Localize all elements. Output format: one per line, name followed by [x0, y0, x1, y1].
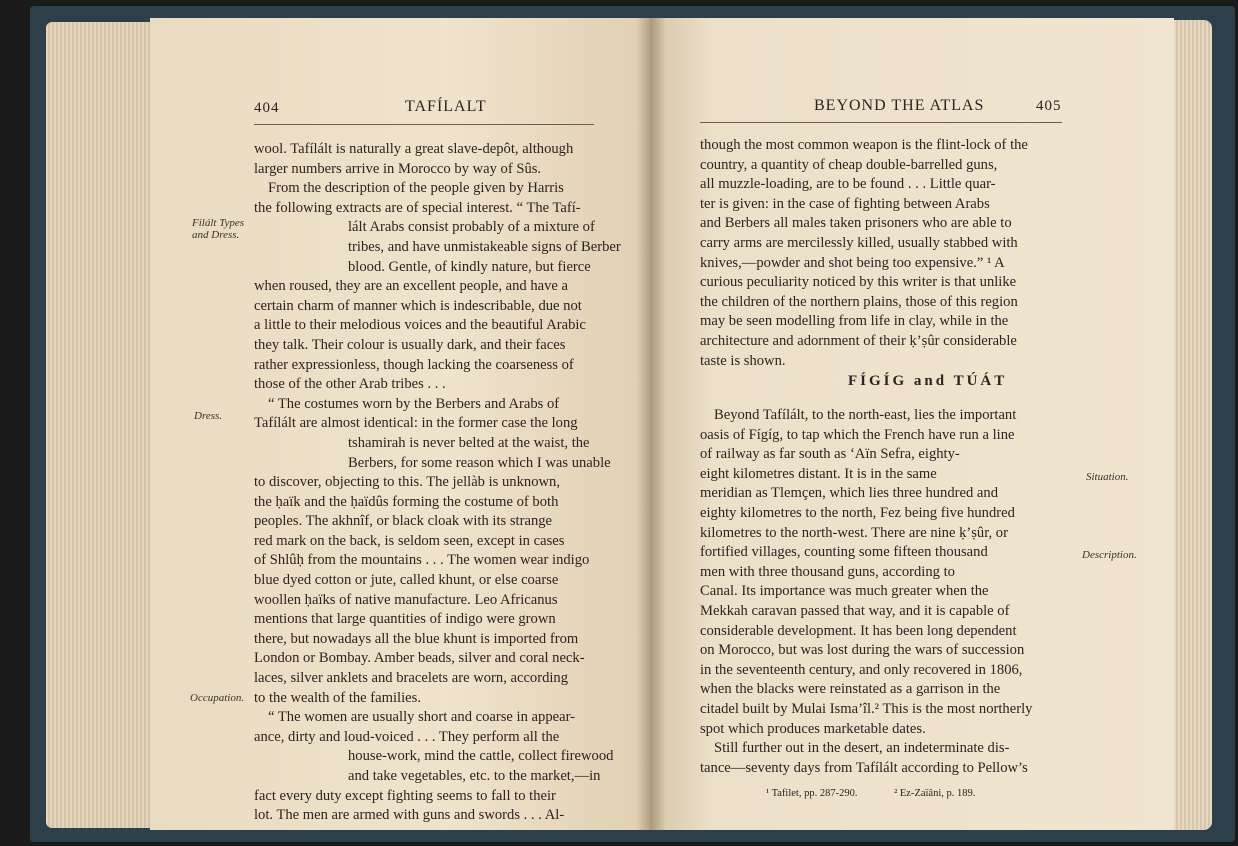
- sidenote-types-line1: Filált Types: [192, 217, 245, 229]
- right-page-body-bottom: [700, 406, 1032, 778]
- footnote-2: ² Ez-Zaïâni, p. 189.: [894, 788, 976, 799]
- text-line: blue dyed cotton or jute, called khunt, or else coarse: [254, 572, 559, 589]
- sidenote-types-line2: and Dress.: [192, 229, 240, 241]
- text-line: lot. The men are armed with guns and swords . . . Al-: [254, 807, 565, 824]
- sidenote-description: Description.: [1082, 549, 1137, 561]
- text-line: they talk. Their colour is usually dark, and their faces: [254, 336, 566, 353]
- text-line: tshamirah is never belted at the waist, the: [348, 434, 590, 451]
- page-edges-right: [1170, 20, 1212, 830]
- text-line: wool. Tafílált is naturally a great slave-depôt, although: [254, 141, 574, 157]
- text-line: there, but nowadays all the blue khunt is imported from: [254, 630, 579, 647]
- text-line: eighty kilometres to the north, Fez being five hundred: [700, 504, 1015, 521]
- text-line: of Shlûḥ from the mountains . . . The women wear indigo: [254, 552, 590, 569]
- text-line: larger numbers arrive in Morocco by way of Sûs.: [254, 160, 542, 177]
- text-line: meridian as Tlemçen, which lies three hundred and: [700, 485, 998, 502]
- footnotes: [766, 788, 1009, 799]
- text-line: to discover, objecting to this. The jellàb is unknown,: [254, 474, 560, 491]
- text-line: eight kilometres distant. It is in the same: [700, 465, 937, 482]
- text-line: knives,—powder and shot being too expensive.” ¹ A: [700, 254, 1005, 271]
- text-line: ance, dirty and loud-voiced . . . They perform all the: [254, 728, 560, 745]
- text-line: London or Bombay. Amber beads, silver and coral neck-: [254, 650, 585, 667]
- left-header-rule: [254, 124, 594, 125]
- right-page-number: 405: [1036, 98, 1062, 114]
- text-line: on Morocco, but was lost during the wars of succession: [700, 642, 1025, 659]
- text-line: Still further out in the desert, an indeterminate dis-: [714, 740, 1010, 757]
- text-line: red mark on the back, is seldom seen, except in cases: [254, 532, 565, 549]
- text-line: taste is shown.: [700, 352, 786, 369]
- text-line: a little to their melodious voices and the beautiful Arabic: [254, 317, 586, 334]
- text-line: curious peculiarity noticed by this writer is that unlike: [700, 274, 1017, 291]
- text-line: peoples. The akhnîf, or black cloak with its strange: [254, 513, 553, 530]
- text-line: mentions that large quantities of indigo were grown: [254, 611, 556, 628]
- right-page: [650, 18, 1174, 830]
- text-line: ter is given: in the case of fighting between Arabs: [700, 195, 990, 212]
- text-line: of railway as far south as ‘Aïn Sefra, eighty-: [700, 446, 960, 463]
- text-line: in the seventeenth century, and only recovered in 1806,: [700, 661, 1023, 678]
- text-line: Beyond Tafílált, to the north-east, lies the important: [714, 407, 1017, 423]
- text-line: may be seen modelling from life in clay, while in the: [700, 313, 1009, 330]
- text-line: when roused, they are an excellent people, and have a: [254, 278, 569, 295]
- page-edges-left: [46, 22, 156, 828]
- right-running-title: BEYOND THE ATLAS: [814, 97, 985, 114]
- text-line: when the blacks were reinstated as a garrison in the: [700, 681, 1001, 698]
- footnote-1: ¹ Tafilet, pp. 287-290.: [766, 788, 858, 799]
- text-line: blood. Gentle, of kindly nature, but fierce: [348, 258, 591, 275]
- left-page-body: [254, 140, 621, 826]
- text-line: to the wealth of the families.: [254, 689, 421, 706]
- text-line: fact every duty except fighting seems to fall to their: [254, 787, 556, 804]
- text-line: tribes, and have unmistakeable signs of Berber: [348, 238, 621, 255]
- text-line: laces, silver anklets and bracelets are worn, according: [254, 670, 569, 687]
- sidenote-filalt-types: [192, 217, 244, 241]
- text-line: kilometres to the north-west. There are nine ḳ’ṣûr, or: [700, 524, 1008, 541]
- text-line: rather expressionless, though lacking the coarseness of: [254, 356, 574, 373]
- text-line: spot which produces marketable dates.: [700, 720, 926, 737]
- book-gutter: [636, 18, 666, 830]
- sidenote-dress: Dress.: [194, 410, 223, 422]
- section-heading: FÍGÍG and TÚÁT: [848, 373, 1008, 389]
- text-line: though the most common weapon is the flint-lock of the: [700, 137, 1028, 153]
- text-line: the ḥaïk and the ḥaïdûs forming the costume of both: [254, 493, 559, 510]
- right-page-body-top: [700, 136, 1028, 371]
- text-line: tance—seventy days from Tafílált according to Pellow’s: [700, 759, 1028, 776]
- text-line: considerable development. It has been long dependent: [700, 622, 1017, 639]
- left-page-number: 404: [254, 100, 280, 116]
- text-line: all muzzle-loading, are to be found . . . Little quar-: [700, 176, 996, 193]
- text-line: architecture and adornment of their ḳ’ṣûr considerable: [700, 332, 1017, 349]
- right-header-rule: [700, 122, 1062, 123]
- text-line: and take vegetables, etc. to the market,—in: [348, 768, 601, 784]
- text-line: Tafílált are almost identical: in the former case the long: [254, 415, 578, 432]
- text-line: house-work, mind the cattle, collect firewood: [348, 748, 614, 765]
- text-line: and Berbers all males taken prisoners who are able to: [700, 215, 1012, 232]
- text-line: From the description of the people given by Harris: [268, 180, 564, 197]
- left-page: [150, 18, 650, 830]
- sidenote-occupation: Occupation.: [190, 692, 245, 704]
- text-line: men with three thousand guns, according to: [700, 563, 955, 580]
- text-line: citadel built by Mulai Isma’îl.² This is the most northerly: [700, 700, 1033, 717]
- text-line: oasis of Fígíg, to tap which the French have run a line: [700, 426, 1015, 443]
- text-line: “ The women are usually short and coarse in appear-: [268, 709, 576, 726]
- text-line: woollen ḥaïks of native manufacture. Leo Africanus: [254, 591, 558, 608]
- text-line: lált Arabs consist probably of a mixture of: [348, 219, 595, 236]
- left-running-title: TAFÍLALT: [405, 98, 487, 115]
- text-line: the children of the northern plains, those of this region: [700, 293, 1018, 310]
- text-line: certain charm of manner which is indescribable, due not: [254, 297, 582, 314]
- text-line: those of the other Arab tribes . . .: [254, 376, 446, 393]
- text-line: carry arms are mercilessly killed, usually stabbed with: [700, 234, 1018, 251]
- text-line: fortified villages, counting some fifteen thousand: [700, 544, 988, 561]
- text-line: “ The costumes worn by the Berbers and Arabs of: [268, 395, 560, 412]
- text-line: the following extracts are of special interest. “ The Tafí-: [254, 199, 581, 216]
- sidenote-situation: Situation.: [1086, 471, 1129, 483]
- text-line: Berbers, for some reason which I was unable: [348, 454, 611, 471]
- text-line: Canal. Its importance was much greater when the: [700, 583, 989, 600]
- text-line: country, a quantity of cheap double-barrelled guns,: [700, 156, 998, 173]
- text-line: Mekkah caravan passed that way, and it is capable of: [700, 602, 1010, 619]
